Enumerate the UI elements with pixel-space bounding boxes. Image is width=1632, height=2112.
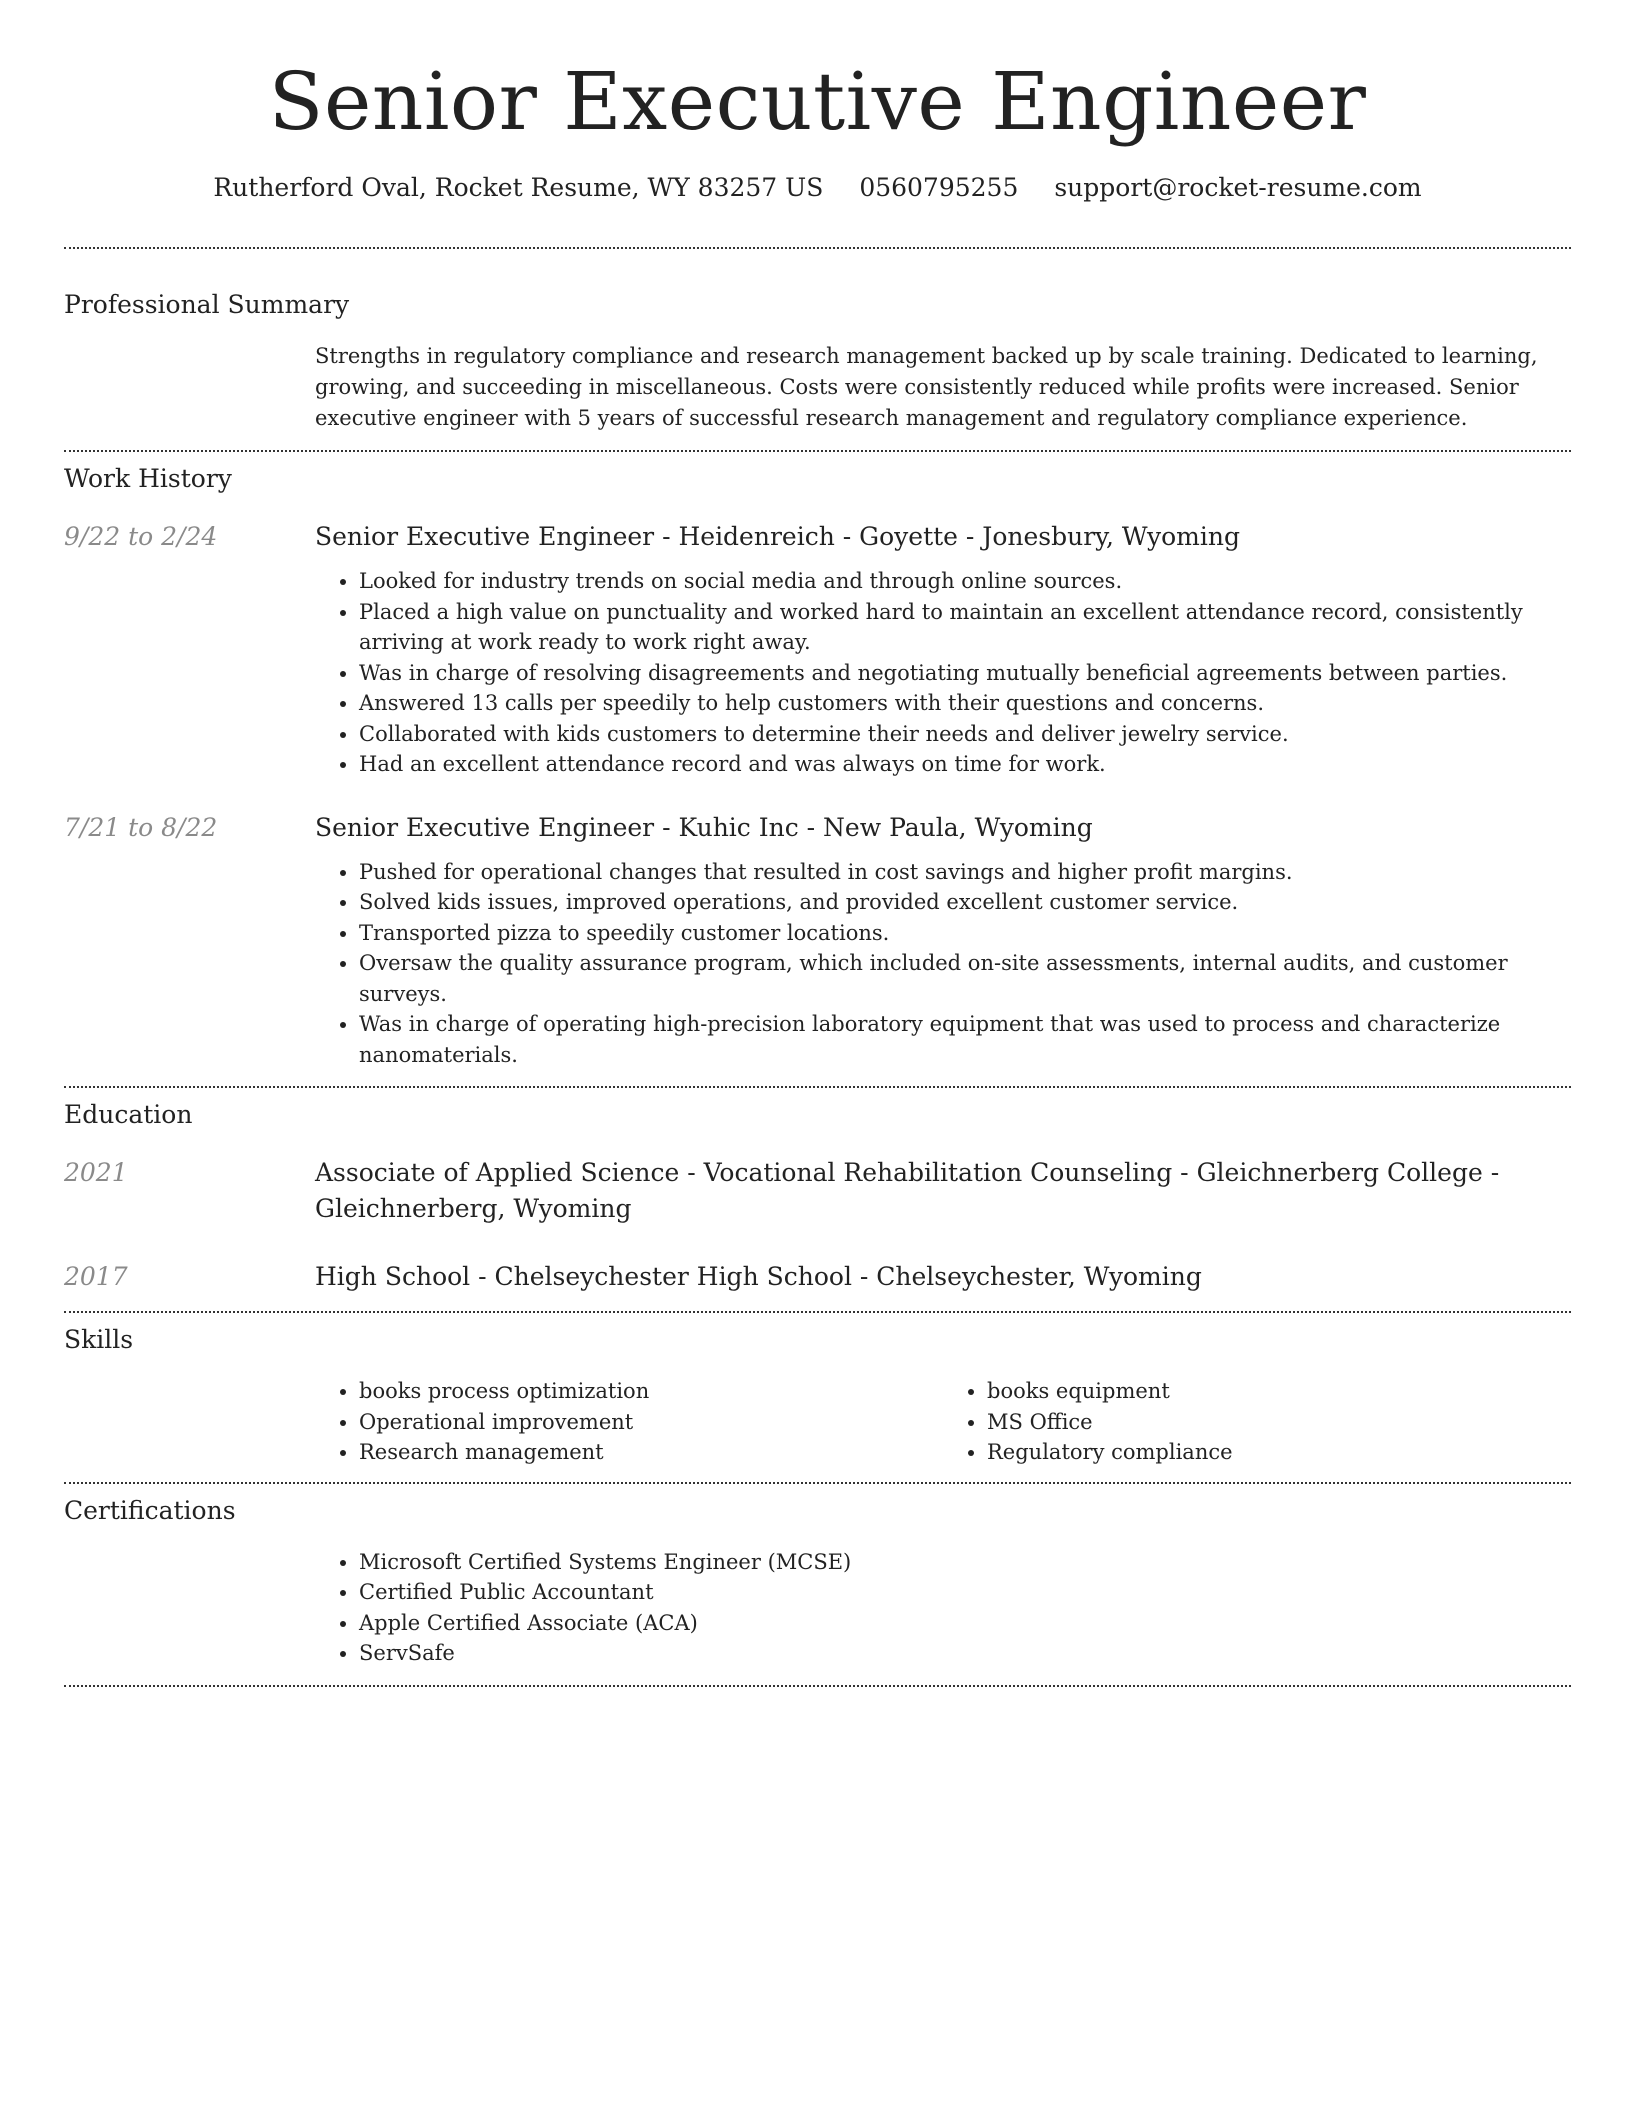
job-dates: 7/21 to 8/22 <box>64 812 218 842</box>
education-school: - Gleichnerberg College - Gleichnerberg, Wyoming <box>315 1158 1500 1223</box>
list-item: • Was in charge of operating high-precision laboratory equipment that was used to process and characterize nanomaterials. <box>359 1009 1571 1070</box>
list-item: • Placed a high value on punctuality and worked hard to maintain an excellent attendance record, consistently arriving at work ready to work right away. <box>359 597 1571 658</box>
contact-phone: 0560795255 <box>859 173 1019 202</box>
resume-name: Senior Executive Engineer <box>268 55 1367 148</box>
list-item: • Had an excellent attendance record and was always on time for work. <box>359 749 1571 780</box>
list-item: • Collaborated with kids customers to determine their needs and deliver jewelry service. <box>359 719 1571 750</box>
resume-page <box>64 0 1571 1687</box>
section-title-summary: Professional Summary <box>64 290 350 319</box>
skills-list-left <box>315 1376 943 1468</box>
job-employer: - Heidenreich - Goyette - Jonesbury, Wyoming <box>654 522 1240 551</box>
job-entry <box>64 519 1571 780</box>
list-item: • Was in charge of resolving disagreements and negotiating mutually beneficial agreements between parties. <box>359 658 1571 689</box>
list-item: • Answered 13 calls per speedily to help customers with their questions and concerns. <box>359 688 1571 719</box>
education-heading <box>315 1155 1571 1227</box>
list-item: • Looked for industry trends on social media and through online sources. <box>359 566 1571 597</box>
job-bullets <box>315 857 1571 1071</box>
education-degree: Associate of Applied Science - Vocational Rehabilitation Counseling <box>315 1158 1173 1187</box>
list-item: • Solved kids issues, improved operations, and provided excellent customer service. <box>359 887 1571 918</box>
list-item: • ServSafe <box>359 1638 1571 1669</box>
section-title-certifications: Certifications <box>64 1495 236 1525</box>
section-title-education: Education <box>64 1100 193 1129</box>
skills-list-right <box>943 1376 1571 1468</box>
education-section <box>64 1088 1571 1295</box>
list-item: • Regulatory compliance <box>987 1437 1571 1468</box>
job-employer: - Kuhic Inc - New Paula, Wyoming <box>654 812 1093 842</box>
job-role: Senior Executive Engineer <box>315 812 655 842</box>
section-title-work: Work History <box>64 464 232 493</box>
summary-text: Strengths in regulatory compliance and research management backed up by scale training. Dedicated to learning, growing, and succeeding in miscellaneous. Costs were consistently reduced while profits were increased. Senior executive engineer with 5 years of successful research management and regulatory compliance experience. <box>315 344 1538 430</box>
contact-line <box>64 170 1571 206</box>
list-item: • Operational improvement <box>359 1407 943 1438</box>
education-year: 2017 <box>64 1262 128 1291</box>
job-entry <box>64 810 1571 1071</box>
job-dates: 9/22 to 2/24 <box>64 522 218 551</box>
list-item: • books process optimization <box>359 1376 943 1407</box>
list-item: • books equipment <box>987 1376 1571 1407</box>
work-section <box>64 452 1571 1070</box>
list-item: • Certified Public Accountant <box>359 1577 1571 1608</box>
education-degree: High School <box>315 1262 471 1291</box>
education-year: 2021 <box>64 1158 128 1187</box>
skills-section <box>64 1313 1571 1468</box>
contact-email: support@rocket-resume.com <box>1054 173 1422 202</box>
education-entry <box>64 1155 1571 1227</box>
skills-grid <box>315 1376 1571 1468</box>
list-item: • Oversaw the quality assurance program, which included on-site assessments, internal audits, and customer surveys. <box>359 948 1571 1009</box>
list-item: • Apple Certified Associate (ACA) <box>359 1608 1571 1639</box>
list-item: • MS Office <box>987 1407 1571 1438</box>
summary-section <box>64 249 1571 434</box>
section-title-skills: Skills <box>64 1325 134 1354</box>
certifications-section <box>64 1484 1571 1669</box>
list-item: • Microsoft Certified Systems Engineer (MCSE) <box>359 1547 1571 1578</box>
list-item: • Pushed for operational changes that resulted in cost savings and higher profit margins. <box>359 857 1571 888</box>
list-item: • Transported pizza to speedily customer locations. <box>359 918 1571 949</box>
certifications-list <box>315 1547 1571 1669</box>
job-bullets <box>315 566 1571 780</box>
divider <box>64 1685 1571 1687</box>
job-heading <box>315 810 1571 846</box>
contact-address: Rutherford Oval, Rocket Resume, WY 83257 US <box>213 173 824 202</box>
education-heading <box>315 1259 1571 1295</box>
list-item: • Research management <box>359 1437 943 1468</box>
job-role: Senior Executive Engineer <box>315 522 655 551</box>
education-school: - Chelseychester High School - Chelseychester, Wyoming <box>470 1262 1202 1291</box>
job-heading <box>315 519 1571 555</box>
education-entry <box>64 1259 1571 1295</box>
